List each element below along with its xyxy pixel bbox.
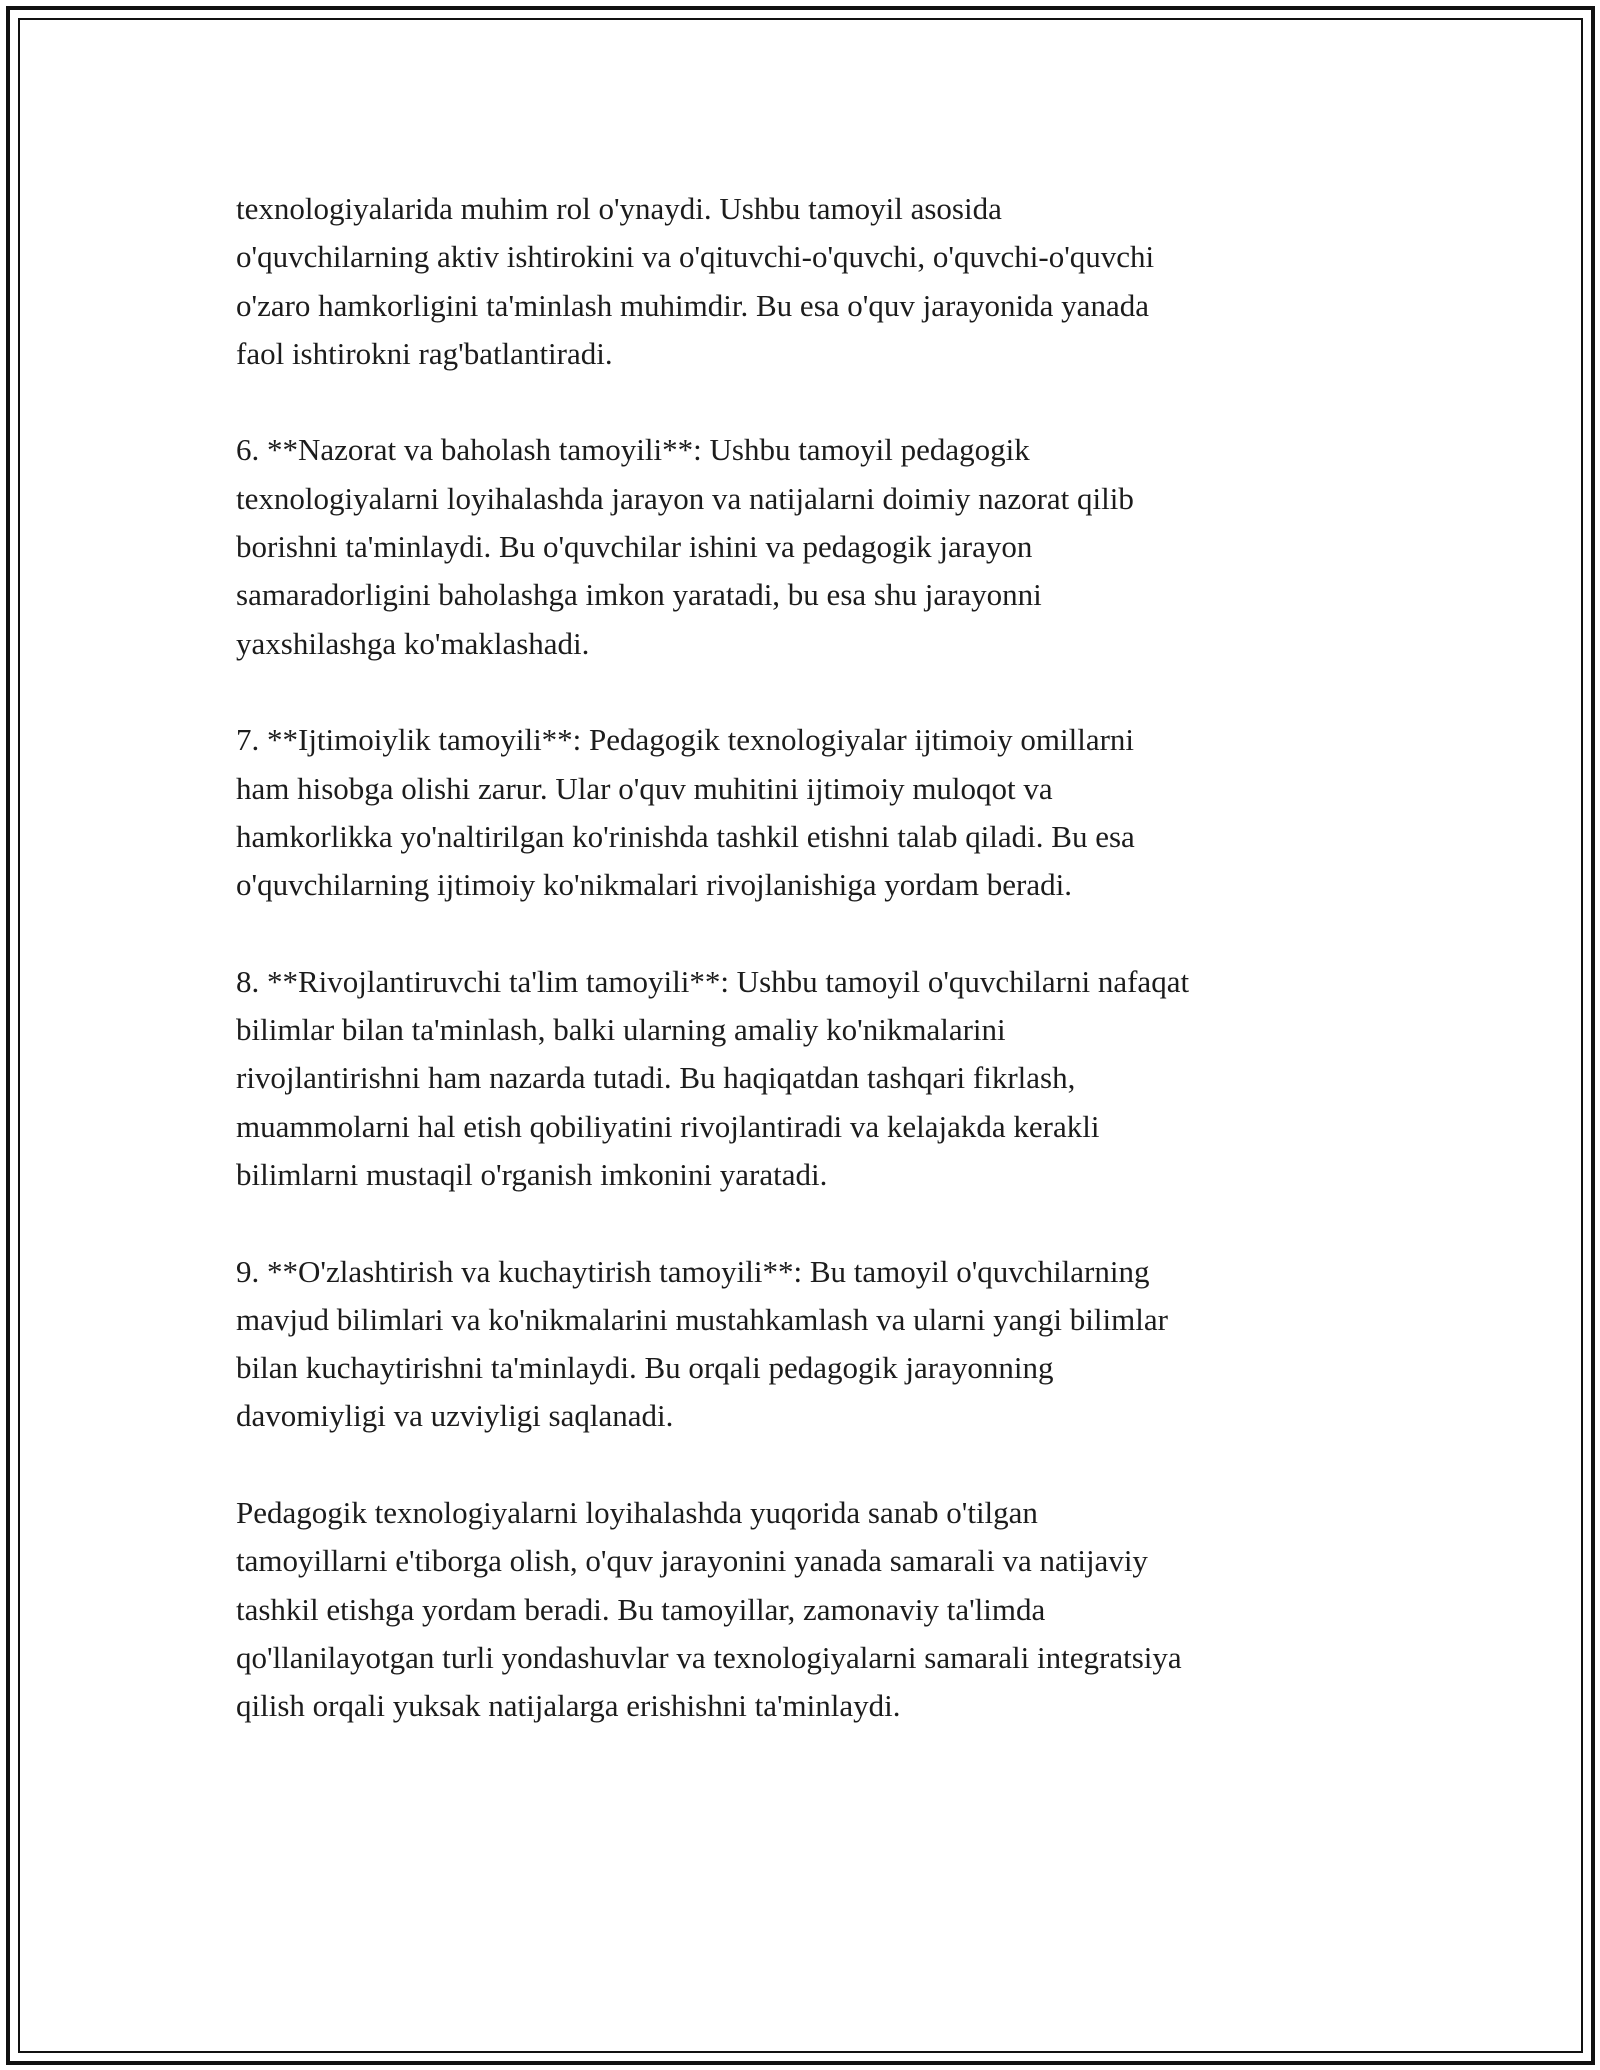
paragraph-principle-8: 8. **Rivojlantiruvchi ta'lim tamoyili**: Ushbu tamoyil o'quvchilarni nafaqat bilimlar bilan ta'minlash, balki ularning amaliy ko'nikmalarini rivojlantirishni ham nazarda tutadi. Bu haqiqatdan tashqari fikrlash, muammolarni hal etish qobiliyatini rivojlantiradi va kelajakda kerakli bilimlarni mustaqil o'rganish imkonini yaratadi. bbox=[236, 963, 1190, 1192]
paragraph-intro-continuation: texnologiyalarida muhim rol o'ynaydi. Ushbu tamoyil asosida o'quvchilarning aktiv ishtirokini va o'qituvchi-o'quvchi, o'quvchi-o'quvchi o'zaro hamkorligini ta'minlash muhimdir. Bu esa o'quv jarayonida yanada faol ishtirokni rag'batlantiradi. bbox=[236, 191, 1155, 371]
paragraph-principle-7: 7. **Ijtimoiylik tamoyili**: Pedagogik texnologiyalar ijtimoiy omillarni ham hisobga olishi zarur. Ular o'quv muhitini ijtimoiy muloqot va hamkorlikka yo'naltirilgan ko'rinishda tashkil etishni talab qiladi. Bu esa o'quvchilarning ijtimoiy ko'nikmalari rivojlanishiga yordam beradi. bbox=[236, 722, 1135, 903]
paragraph-conclusion: Pedagogik texnologiyalarni loyihalashda yuqorida sanab o'tilgan tamoyillarni e'tiborga olish, o'quv jarayonini yanada samarali va natijaviy tashkil etishga yordam beradi. Bu tamoyillar, zamonaviy ta'limda qo'llanilayotgan turli yondashuvlar va texnologiyalarni samarali integratsiya qilish orqali yuksak natijalarga erishishni ta'minlaydi. bbox=[236, 1495, 1182, 1724]
paragraph-principle-9: 9. **O'zlashtirish va kuchaytirish tamoyili**: Bu tamoyil o'quvchilarning mavjud bilimlari va ko'nikmalarini mustahkamlash va ularni yangi bilimlar bilan kuchaytirishni ta'minlaydi. Bu orqali pedagogik jarayonning davomiyligi va uzviyligi saqlanadi. bbox=[236, 1253, 1168, 1434]
paragraph-principle-6: 6. **Nazorat va baholash tamoyili**: Ushbu tamoyil pedagogik texnologiyalarni loyihalashda jarayon va natijalarni doimiy nazorat qilib borishni ta'minlaydi. Bu o'quvchilar ishini va pedagogik jarayon samaradorligini baholashga imkon yaratadi, bu esa shu jarayonni yaxshilashga ko'maklashadi. bbox=[236, 432, 1134, 661]
document-body bbox=[236, 185, 1376, 1779]
